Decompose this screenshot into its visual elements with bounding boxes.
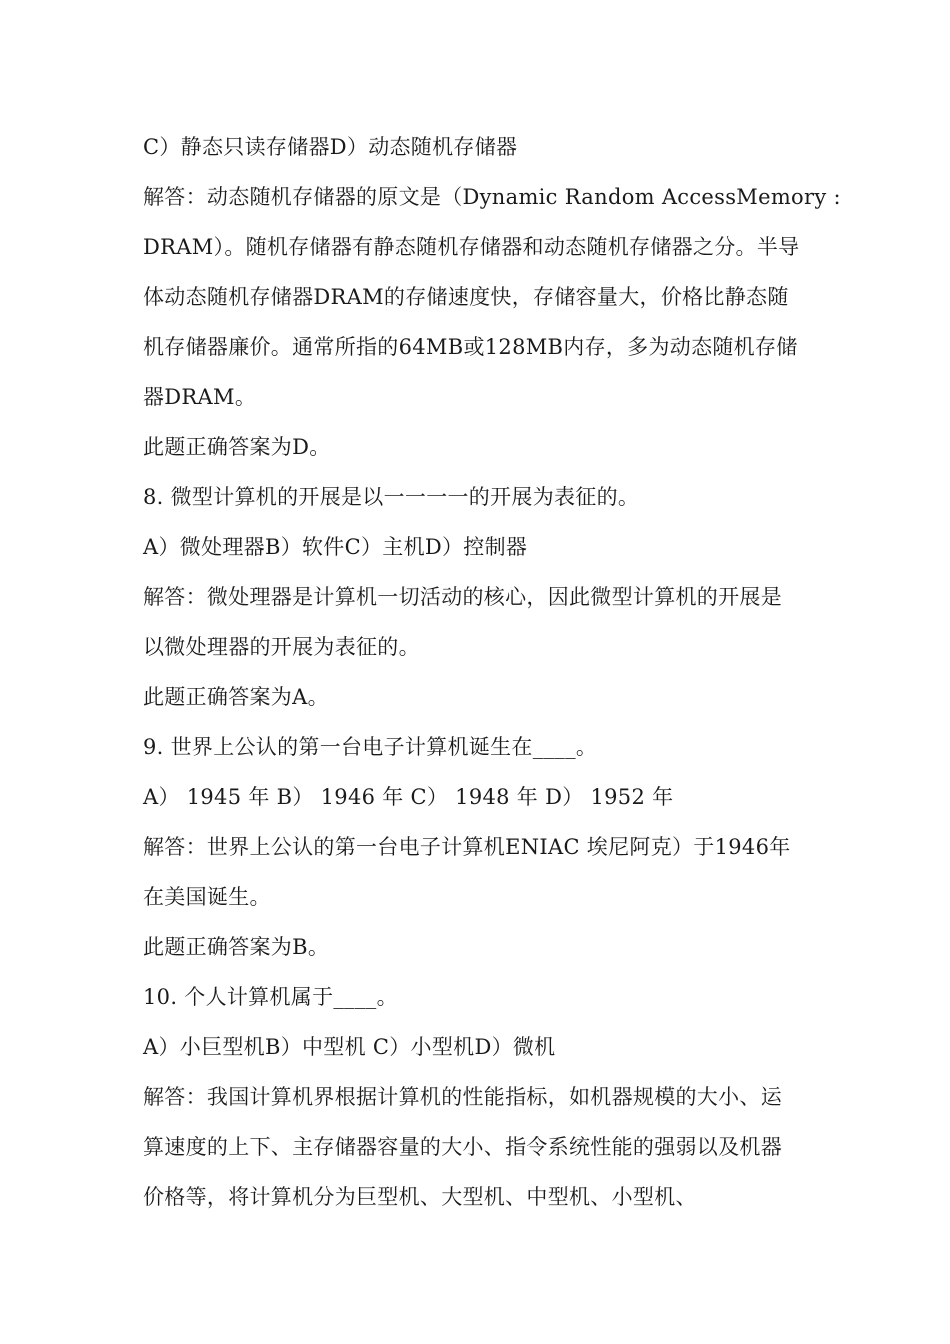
- answer-explanation-q9-line1: 解答：世界上公认的第一台电子计算机ENIAC 埃尼阿克）于1946年: [143, 835, 791, 859]
- question-9: 9. 世界上公认的第一台电子计算机诞生在____。: [143, 735, 598, 759]
- answer-explanation-q7-line5: 器DRAM。: [143, 385, 257, 409]
- options-q8: A）微处理器B）软件C）主机D）控制器: [143, 535, 528, 559]
- answer-explanation-q8-line2: 以微处理器的开展为表征的。: [143, 635, 420, 659]
- correct-answer-q9: 此题正确答案为B。: [143, 935, 330, 959]
- question-10: 10. 个人计算机属于____。: [143, 985, 398, 1009]
- answer-explanation-q7-line3: 体动态随机存储器DRAM的存储速度快，存储容量大，价格比静态随: [143, 285, 789, 309]
- correct-answer-q7: 此题正确答案为D。: [143, 435, 331, 459]
- options-q10: A）小巨型机B）中型机 C）小型机D）微机: [143, 1035, 556, 1059]
- question-8: 8. 微型计算机的开展是以一一一一的开展为表征的。: [143, 485, 640, 509]
- answer-explanation-q8-line1: 解答：微处理器是计算机一切活动的核心，因此微型计算机的开展是: [143, 585, 782, 609]
- answer-explanation-q10-line1: 解答：我国计算机界根据计算机的性能指标，如机器规模的大小、运: [143, 1085, 782, 1109]
- option-line-q7: C）静态只读存储器D）动态随机存储器: [143, 135, 518, 159]
- answer-explanation-q7-line4: 机存储器廉价。通常所指的64MB或128MB内存，多为动态随机存储: [143, 335, 798, 359]
- answer-explanation-q7-line2: DRAM）。随机存储器有静态随机存储器和动态随机存储器之分。半导: [143, 235, 800, 259]
- options-q9: A） 1945 年 B） 1946 年 C） 1948 年 D） 1952 年: [143, 785, 674, 809]
- answer-explanation-q10-line3: 价格等，将计算机分为巨型机、大型机、中型机、小型机、: [143, 1185, 697, 1209]
- answer-explanation-q7-line1: 解答：动态随机存储器的原文是（Dynamic Random AccessMemory :: [143, 185, 841, 209]
- correct-answer-q8: 此题正确答案为A。: [143, 685, 329, 709]
- answer-explanation-q10-line2: 算速度的上下、主存储器容量的大小、指令系统性能的强弱以及机器: [143, 1135, 782, 1159]
- answer-explanation-q9-line2: 在美国诞生。: [143, 885, 271, 909]
